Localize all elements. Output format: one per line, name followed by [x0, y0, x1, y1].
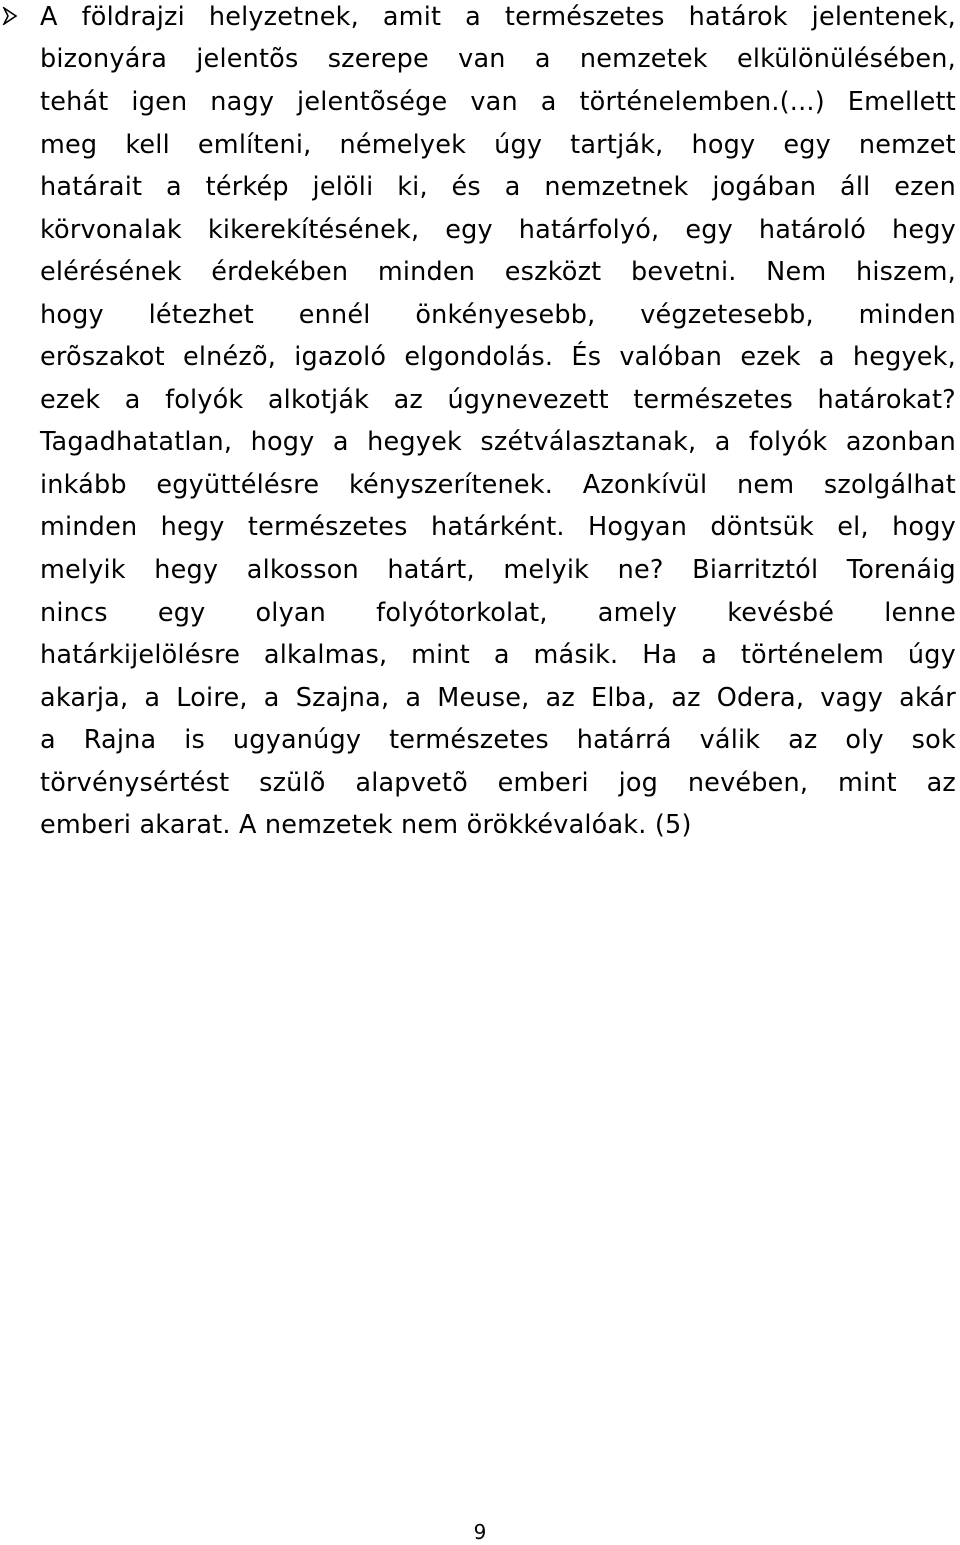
word: nemzet [858, 130, 956, 160]
word: hegy [154, 555, 219, 585]
word: hogy [250, 427, 315, 457]
word: határt, [387, 555, 475, 585]
text-line-last: emberi akarat. A nemzetek nem örökkévalóak. (5) [40, 810, 692, 840]
word: van [470, 87, 518, 117]
word: sok [911, 725, 956, 755]
word: kevésbé [727, 598, 835, 628]
word: némelyek [339, 130, 467, 160]
word: határkijelölésre [40, 640, 241, 670]
word: nemzetnek [544, 172, 689, 202]
word: azonban [845, 427, 956, 457]
word: szolgálhat [823, 470, 956, 500]
word: a [540, 87, 557, 117]
word: kikerekítésének, [207, 215, 420, 245]
word: amit [382, 2, 442, 32]
word: említeni, [197, 130, 312, 160]
word: mint [411, 640, 470, 670]
word: nevében, [687, 768, 809, 798]
text-line [40, 512, 956, 542]
word: olyan [255, 598, 327, 628]
text-line [40, 598, 956, 628]
word: elérésének [40, 257, 182, 287]
word: igazoló [294, 342, 387, 372]
text-line [40, 172, 956, 202]
word: az [926, 768, 956, 798]
word: egy [157, 598, 206, 628]
arrow-bullet-icon [2, 7, 18, 25]
word: természetes [389, 725, 549, 755]
word: a [405, 683, 422, 713]
text-line [40, 555, 956, 585]
word: ennél [298, 300, 371, 330]
word: amely [597, 598, 678, 628]
word: érdekében [211, 257, 349, 287]
word: körvonalak [40, 215, 182, 245]
word: másik. [533, 640, 619, 670]
word: földrajzi [81, 2, 185, 32]
text-line [40, 725, 956, 755]
word: történelemben.(...) [579, 87, 825, 117]
word: határait [40, 172, 143, 202]
word: hogy [691, 130, 756, 160]
page-number: 9 [473, 1520, 487, 1544]
text-line [40, 427, 956, 457]
word: mint [837, 768, 897, 798]
word: melyik [503, 555, 590, 585]
text-line [40, 87, 956, 117]
word: határrá [576, 725, 672, 755]
word: igen [131, 87, 188, 117]
word: Ha [642, 640, 678, 670]
word: hegyek, [852, 342, 956, 372]
word: nem [736, 470, 795, 500]
word: folyótorkolat, [376, 598, 548, 628]
word: A [40, 2, 58, 32]
word: jog [618, 768, 659, 798]
word: úgy [494, 130, 543, 160]
word: együttélésre [156, 470, 320, 500]
word: meg [40, 130, 98, 160]
word: melyik [40, 555, 126, 585]
word: hegy [892, 215, 956, 245]
word: minden [377, 257, 476, 287]
word: hiszem, [855, 257, 956, 287]
word: önkényesebb, [415, 300, 596, 330]
word: a [263, 683, 280, 713]
word: ezek [740, 342, 801, 372]
word: Meuse, [437, 683, 530, 713]
word: Odera, [716, 683, 805, 713]
word: törvénysértést [40, 768, 230, 798]
word: alapvetõ [355, 768, 468, 798]
word: a [124, 385, 141, 415]
word: jogában [712, 172, 817, 202]
word: alkalmas, [263, 640, 388, 670]
text-line [40, 257, 956, 287]
word: hegyek [367, 427, 462, 457]
word: szétválasztanak, [480, 427, 697, 457]
text-line [40, 2, 956, 32]
word: valóban [619, 342, 723, 372]
word: lenne [884, 598, 956, 628]
text-line [40, 470, 956, 500]
word: minden [40, 512, 138, 542]
word: úgynevezett [447, 385, 609, 415]
word: oly [845, 725, 884, 755]
word: Elba, [591, 683, 656, 713]
text-line [40, 385, 956, 415]
word: a [332, 427, 349, 457]
word: elnézõ, [182, 342, 277, 372]
word: természetes [504, 2, 665, 32]
word: van [458, 44, 506, 74]
word: ki, [397, 172, 428, 202]
word: elkülönülésében, [736, 44, 956, 74]
word: Tagadhatatlan, [40, 427, 233, 457]
text-line [40, 640, 956, 670]
word: határok [688, 2, 788, 32]
word: hogy [892, 512, 956, 542]
word: akár [899, 683, 956, 713]
word: nemzetek [579, 44, 708, 74]
word: határokat? [817, 385, 956, 415]
word: az [393, 385, 423, 415]
word: határfolyó, [518, 215, 660, 245]
word: a [493, 640, 510, 670]
word: helyzetnek, [208, 2, 359, 32]
word: emberi [497, 768, 589, 798]
word: a [465, 2, 481, 32]
word: alkosson [246, 555, 359, 585]
word: ezen [894, 172, 956, 202]
word: az [788, 725, 818, 755]
word: Biarritztól [692, 555, 819, 585]
word: is [184, 725, 206, 755]
word: Emellett [847, 87, 956, 117]
word: döntsük [710, 512, 814, 542]
text-line [40, 768, 956, 798]
word: térkép [205, 172, 289, 202]
word: a [40, 725, 56, 755]
text-line [40, 300, 956, 330]
word: nagy [210, 87, 275, 117]
word: történelem [740, 640, 885, 670]
word: bevetni. [630, 257, 737, 287]
word: a [504, 172, 521, 202]
word: természetes [247, 512, 408, 542]
text-line [40, 342, 956, 372]
word: létezhet [148, 300, 254, 330]
word: Rajna [83, 725, 157, 755]
word: jelentenek, [811, 2, 956, 32]
word: ne? [617, 555, 664, 585]
word: ezek [40, 385, 101, 415]
word: határként. [431, 512, 565, 542]
word: jelöli [312, 172, 374, 202]
word: a [534, 44, 551, 74]
word: a [818, 342, 835, 372]
word: egy [445, 215, 493, 245]
word: áll [840, 172, 871, 202]
word: folyók [165, 385, 244, 415]
word: kell [125, 130, 170, 160]
word: határoló [758, 215, 867, 245]
word: a [714, 427, 731, 457]
word: ugyanúgy [232, 725, 362, 755]
text-line [40, 215, 956, 245]
word: természetes [633, 385, 794, 415]
word: elgondolás. [404, 342, 554, 372]
word: és [451, 172, 481, 202]
word: végzetesebb, [640, 300, 814, 330]
word: erõszakot [40, 342, 165, 372]
word: minden [858, 300, 956, 330]
word: úgy [907, 640, 956, 670]
text-line [40, 130, 956, 160]
word: a [144, 683, 161, 713]
word: az [671, 683, 701, 713]
word: szülõ [259, 768, 326, 798]
word: egy [685, 215, 733, 245]
word: Azonkívül [582, 470, 708, 500]
word: kényszerítenek. [348, 470, 554, 500]
word: Torenáig [846, 555, 956, 585]
word: akarja, [40, 683, 129, 713]
word: eszközt [504, 257, 602, 287]
word: nincs [40, 598, 108, 628]
word: tehát [40, 87, 109, 117]
word: hogy [40, 300, 104, 330]
word: Nem [766, 257, 827, 287]
text-line [40, 683, 956, 713]
word: inkább [40, 470, 127, 500]
text-line [40, 44, 956, 74]
word: hegy [160, 512, 225, 542]
word: Hogyan [588, 512, 688, 542]
word: el, [837, 512, 869, 542]
word: tartják, [570, 130, 664, 160]
word: Szajna, [295, 683, 390, 713]
word: alkotják [267, 385, 370, 415]
word: Loire, [176, 683, 248, 713]
word: bizonyára [40, 44, 168, 74]
word: a [701, 640, 718, 670]
word: az [545, 683, 575, 713]
word: folyók [749, 427, 828, 457]
word: jelentõsége [297, 87, 448, 117]
word: egy [783, 130, 831, 160]
word: a [166, 172, 182, 202]
word: szerepe [327, 44, 429, 74]
word: vagy [820, 683, 884, 713]
word: És [571, 342, 602, 372]
word: válik [699, 725, 761, 755]
word: jelentõs [196, 44, 299, 74]
